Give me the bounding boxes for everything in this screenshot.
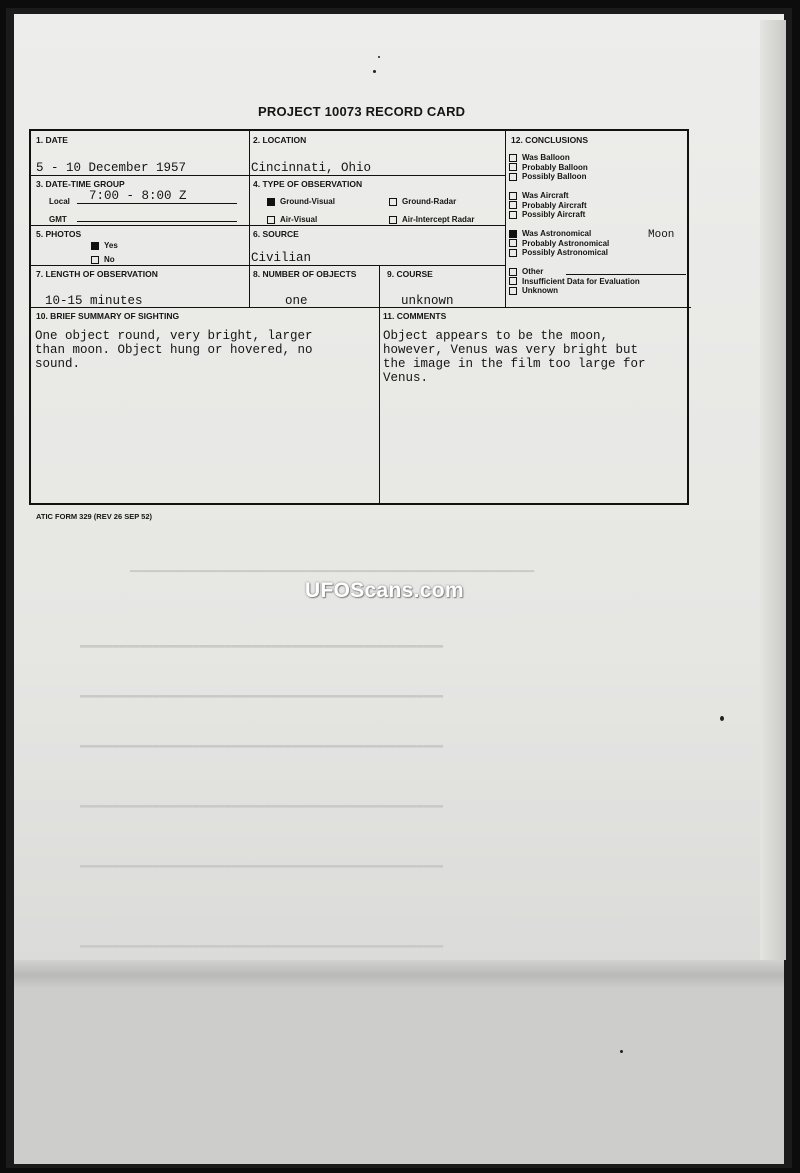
- length-value: 10-15 minutes: [45, 294, 143, 308]
- conclusion-option-label: Probably Balloon: [522, 162, 588, 172]
- checkbox-icon: [509, 287, 517, 295]
- comments-label: 11. COMMENTS: [383, 311, 447, 321]
- length-label: 7. LENGTH OF OBSERVATION: [36, 269, 158, 279]
- conclusion-option: [509, 239, 609, 248]
- objects-value: one: [285, 294, 308, 308]
- film-band: [14, 960, 784, 990]
- conclusion-option-label: Was Aircraft: [522, 191, 569, 200]
- bleed-line: ▬▬▬▬▬▬▬▬▬▬▬▬▬▬▬▬▬▬▬▬▬▬▬▬▬▬▬▬▬▬▬▬▬▬▬▬▬▬▬▬▬▬▬▬▬▬▬▬▬▬▬▬▬▬▬: [80, 940, 444, 952]
- conclusion-option-label: Probably Astronomical: [522, 238, 610, 248]
- course-value: unknown: [401, 294, 454, 308]
- comments-text: Object appears to be the moon, however, Venus was very bright but the image in the film too large for Venus.: [383, 329, 646, 385]
- type-observation-label: 4. TYPE OF OBSERVATION: [253, 179, 363, 189]
- conclusion-option-label: Possibly Balloon: [522, 172, 587, 181]
- conclusion-option: [509, 153, 570, 162]
- date-value: 5 - 10 December 1957: [36, 161, 187, 175]
- conclusion-annotation: Moon: [648, 229, 675, 241]
- dtg-label: 3. DATE-TIME GROUP: [36, 179, 125, 189]
- option-air-visual: Air-Visual: [267, 215, 317, 224]
- checkbox-icon: [509, 249, 517, 257]
- option-air-intercept-radar: Air-Intercept Radar: [389, 215, 474, 224]
- summary-text: One object round, very bright, larger than moon. Object hung or hovered, no sound.: [35, 329, 313, 371]
- conclusion-option: [509, 286, 558, 295]
- conclusion-option: [509, 229, 591, 238]
- objects-label: 8. NUMBER OF OBJECTS: [253, 269, 357, 279]
- speck: [720, 716, 724, 721]
- conclusion-option-label: Probably Aircraft: [522, 200, 587, 210]
- bleed-line: ▬▬▬▬▬▬▬▬▬▬▬▬▬▬▬▬▬▬▬▬▬▬▬▬▬▬▬▬▬▬▬▬▬▬▬▬▬▬▬▬▬▬▬▬▬▬▬▬▬▬▬▬▬▬▬: [80, 640, 444, 652]
- watermark: UFOScans.com: [305, 579, 464, 602]
- course-label: 9. COURSE: [387, 269, 433, 279]
- summary-label: 10. BRIEF SUMMARY OF SIGHTING: [36, 311, 180, 321]
- conclusions-label: 12. CONCLUSIONS: [511, 135, 588, 145]
- checkbox-icon: [509, 211, 517, 219]
- checkbox-icon: [509, 192, 517, 200]
- conclusion-option: [509, 163, 588, 172]
- bleed-line: ▬▬▬▬▬▬▬▬▬▬▬▬▬▬▬▬▬▬▬▬▬▬▬▬▬▬▬▬▬▬▬▬▬▬▬▬▬▬▬▬▬▬▬▬▬▬▬▬▬▬▬▬▬▬▬: [80, 740, 444, 752]
- conclusion-option: [509, 267, 543, 276]
- checkbox-icon: [509, 154, 517, 162]
- option-ground-visual: Ground-Visual: [267, 197, 335, 206]
- option-photos-yes: Yes: [91, 241, 118, 250]
- checkbox-icon: [509, 277, 517, 285]
- bleed-line: ▬▬▬▬▬▬▬▬▬▬▬▬▬▬▬▬▬▬▬▬▬▬▬▬▬▬▬▬▬▬▬▬▬▬▬▬▬▬▬▬▬▬▬▬▬▬▬▬▬▬▬▬▬▬▬: [80, 690, 444, 702]
- option-ground-radar: Ground-Radar: [389, 197, 456, 206]
- checkbox-icon: [509, 230, 517, 238]
- checkbox-icon: [509, 201, 517, 209]
- date-label: 1. DATE: [36, 135, 68, 145]
- photos-label: 5. PHOTOS: [36, 229, 82, 239]
- bleed-line: ━━━━━━━━━━━━━━━━━━━━━━━━━━━━━━━━━━━━━━━━━━━━━━━━━━━━━━━━━━━━━: [130, 567, 534, 579]
- conclusion-option-label: Possibly Aircraft: [522, 210, 586, 219]
- conclusion-option-label: Unknown: [522, 286, 558, 295]
- record-card: [29, 129, 689, 505]
- bleed-line: ▬▬▬▬▬▬▬▬▬▬▬▬▬▬▬▬▬▬▬▬▬▬▬▬▬▬▬▬▬▬▬▬▬▬▬▬▬▬▬▬▬▬▬▬▬▬▬▬▬▬▬▬▬▬▬: [80, 800, 444, 812]
- conclusion-option-label: Was Astronomical: [522, 229, 592, 238]
- checkbox-icon: [509, 163, 517, 171]
- dtg-local-value: 7:00 - 8:00 Z: [89, 189, 187, 203]
- speck: [378, 56, 380, 58]
- checkbox-icon: [509, 173, 517, 181]
- conclusion-option-label: Other: [522, 267, 544, 276]
- option-photos-no: No: [91, 255, 115, 264]
- checkbox-icon: [509, 268, 517, 276]
- conclusion-option-label: Possibly Astronomical: [522, 248, 608, 257]
- form-id: ATIC FORM 329 (REV 26 SEP 52): [36, 512, 153, 521]
- conclusion-option: [509, 201, 587, 210]
- conclusion-option-label: Was Balloon: [522, 153, 570, 162]
- source-label: 6. SOURCE: [253, 229, 299, 239]
- conclusion-option: [509, 172, 586, 181]
- speck: [373, 70, 376, 73]
- page-edge: [760, 20, 786, 960]
- bleed-line: ▬▬▬▬▬▬▬▬▬▬▬▬▬▬▬▬▬▬▬▬▬▬▬▬▬▬▬▬▬▬▬▬▬▬▬▬▬▬▬▬▬▬▬▬▬▬▬▬▬▬▬▬▬▬▬: [80, 860, 444, 872]
- conclusion-option: [509, 277, 640, 286]
- conclusion-option: [509, 191, 569, 200]
- location-value: Cincinnati, Ohio: [251, 161, 372, 175]
- conclusion-option: [509, 210, 585, 219]
- checkbox-icon: [509, 239, 517, 247]
- conclusion-option-label: Insufficient Data for Evaluation: [522, 276, 640, 286]
- location-label: 2. LOCATION: [253, 135, 307, 145]
- card-title: PROJECT 10073 RECORD CARD: [258, 104, 466, 119]
- film-lower-area: [14, 990, 784, 1164]
- dtg-gmt-label: GMT: [49, 215, 67, 224]
- speck: [620, 1050, 623, 1053]
- dtg-local-label: Local: [49, 197, 70, 206]
- conclusion-option: [509, 248, 608, 257]
- source-value: Civilian: [251, 251, 312, 265]
